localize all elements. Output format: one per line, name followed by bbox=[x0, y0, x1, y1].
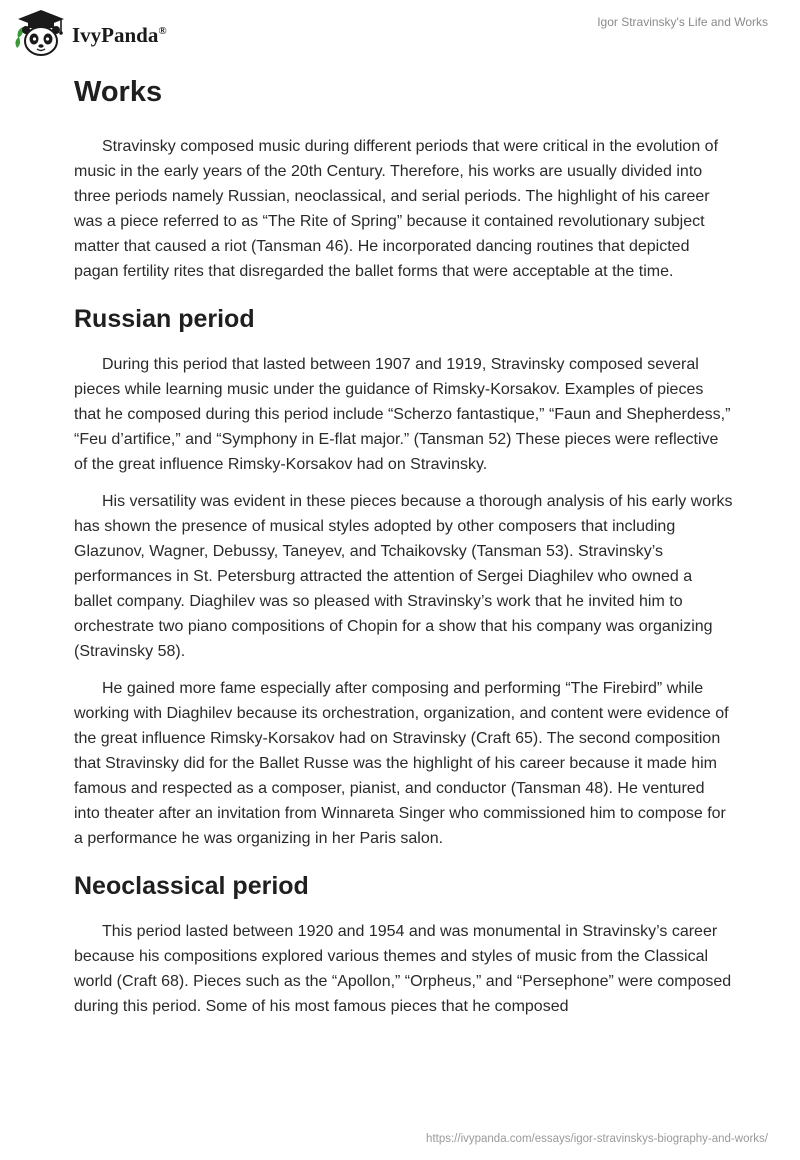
paragraph-russian-1: During this period that lasted between 1907 and 1919, Stravinsky composed several pieces while learning music under the guidance of Rimsky-Korsakov. Examples of pieces that he composed during this period include “Scherzo fantastique,” “Faun and Shepherdess,” “Feu d’artifice,” and “Symphony in E-flat major.” (Tansman 52) These pieces were reflective of the great influence Rimsky-Korsakov had on Stravinsky. bbox=[74, 356, 731, 473]
paragraph-russian-3: He gained more fame especially after composing and performing “The Firebird” while working with Diaghilev because its orchestration, organization, and content were evidence of the great influence Rimsky-Korsakov had on Stravinsky (Craft 65). The second composition that Stravinsky did for the Ballet Russe was the highlight of his career because it made him famous and respected as a composer, pianist, and conductor (Tansman 48). He ventured into theater after an invitation from Winnareta Singer who commissioned him to compose for a performance he was organizing in her Paris salon. bbox=[74, 680, 729, 847]
paragraph-works-1: Stravinsky composed music during different periods that were critical in the evolution of music in the early years of the 20th Century. Therefore, his works are usually divided into three periods namely Russian, neoclassical, and serial periods. The highlight of his career was a piece referred to as “The Rite of Spring” because it contained revolutionary subject matter that caused a riot (Tansman 46). He incorporated dancing routines that depicted pagan fertility rites that disregarded the ballet forms that were acceptable at the time. bbox=[74, 138, 719, 280]
document-title: Igor Stravinsky's Life and Works bbox=[597, 15, 768, 29]
registered-mark: ® bbox=[158, 24, 167, 37]
logo-text: IvyPanda® bbox=[72, 22, 167, 47]
panda-graduate-icon bbox=[14, 8, 68, 58]
heading-neoclassical-period: Neoclassical period bbox=[74, 872, 309, 900]
ivypanda-logo[interactable] bbox=[14, 8, 167, 58]
paragraph-neoclassical-1: This period lasted between 1920 and 1954 and was monumental in Stravinsky’s career because his compositions explored various themes and styles of music from the Classical world (Craft 68). Pieces such as the “Apollon,” “Orpheus,” and “Persephone” were composed during this period. Some of his most famous pieces that he composed bbox=[74, 923, 732, 1015]
source-url[interactable]: https://ivypanda.com/essays/igor-stravinskys-biography-and-works/ bbox=[426, 1133, 768, 1145]
page-header bbox=[0, 0, 800, 60]
heading-works: Works bbox=[74, 76, 163, 108]
heading-russian-period: Russian period bbox=[74, 305, 255, 333]
paragraph-russian-2: His versatility was evident in these pieces because a thorough analysis of his early works has shown the presence of musical styles adopted by other composers that including Glazunov, Wagner, Debussy, Taneyev, and Tchaikovsky (Tansman 53). Stravinsky’s performances in St. Petersburg attracted the attention of Sergei Diaghilev who owned a ballet company. Diaghilev was so pleased with Stravinsky’s work that he invited him to orchestrate two piano compositions of Chopin for a show that his company was organizing (Stravinsky 58). bbox=[74, 493, 733, 660]
essay-content bbox=[74, 70, 734, 1019]
